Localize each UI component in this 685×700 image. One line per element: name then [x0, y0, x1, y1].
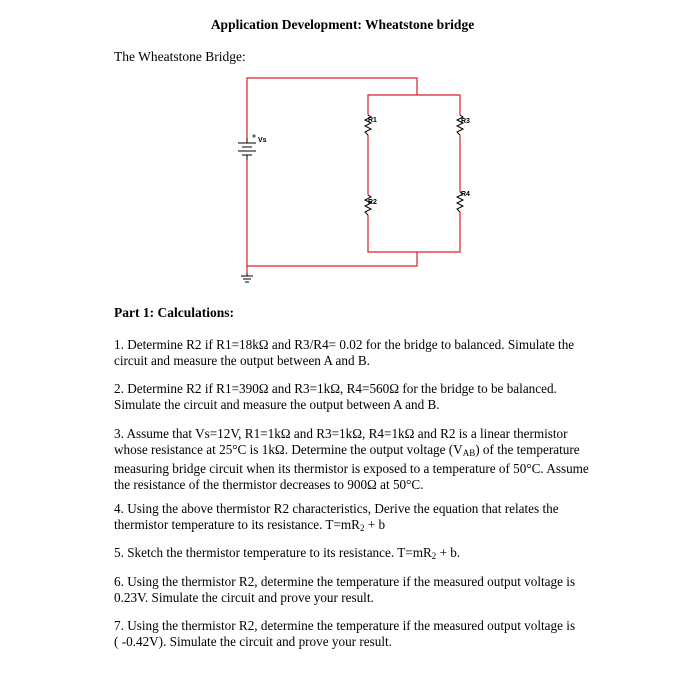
- wire-outer-top: [247, 78, 417, 138]
- wire-bridge-bottom: [368, 212, 460, 252]
- label-r3: R3: [461, 118, 470, 125]
- label-r4: R4: [461, 191, 470, 198]
- question-4: 4. Using the above thermistor R2 characteristics, Derive the equation that relates the thermistor temperature to its resistance. $T=mR_2 + b$: [114, 501, 559, 533]
- ground-symbol: [241, 273, 253, 282]
- label-vs: Vs: [258, 137, 267, 144]
- label-r2: R2: [368, 199, 377, 206]
- wire-outer-bottom: [247, 252, 417, 273]
- battery-vs-symbol: [238, 138, 256, 160]
- question-5: 5. Sketch the thermistor temperature to its resistance. $T=mR_2 + b$.: [114, 545, 461, 561]
- question-6: 6. Using the thermistor R2, determine the temperature if the measured output voltage is 0.23V. Simulate the circuit and prove your result.: [114, 574, 576, 605]
- question-2: 2. Determine R2 if R1=390Ω and R3=1kΩ, R4=560Ω for the bridge to be balanced. Simulate the circuit and measure the output between A and B.: [114, 381, 557, 412]
- battery-plus-sign: [252, 134, 256, 138]
- wire-bridge-top: [368, 95, 460, 115]
- label-r1: R1: [368, 117, 377, 124]
- question-3: 3. Assume that Vs=12V, R1=1kΩ and R3=1kΩ, R4=1kΩ and R2 is a linear thermistor whose resistance at 25°C is 1kΩ. Determine the output voltage $(V_{AB})$ of the temperature measuring bridge circuit when its thermistor is exposed to a temperature of 50°C. Assume the resistance of the thermistor decreases to 900Ω at 50°C.: [114, 426, 589, 492]
- wheatstone-bridge-circuit: [0, 0, 685, 300]
- circuit-wires: [247, 78, 460, 273]
- part-heading: Part 1: Calculations:: [114, 305, 234, 320]
- intro-text: The Wheatstone Bridge:: [114, 49, 246, 64]
- page-title: Application Development: Wheatstone bridge: [210, 17, 475, 32]
- question-1: 1. Determine R2 if R1=18kΩ and R3/R4= 0.02 for the bridge to balanced. Simulate the circuit and measure the output between A and B.: [114, 337, 575, 368]
- question-7: 7. Using the thermistor R2, determine the temperature if the measured output voltage is ( -0.42V). Simulate the circuit and prove your result.: [114, 618, 576, 649]
